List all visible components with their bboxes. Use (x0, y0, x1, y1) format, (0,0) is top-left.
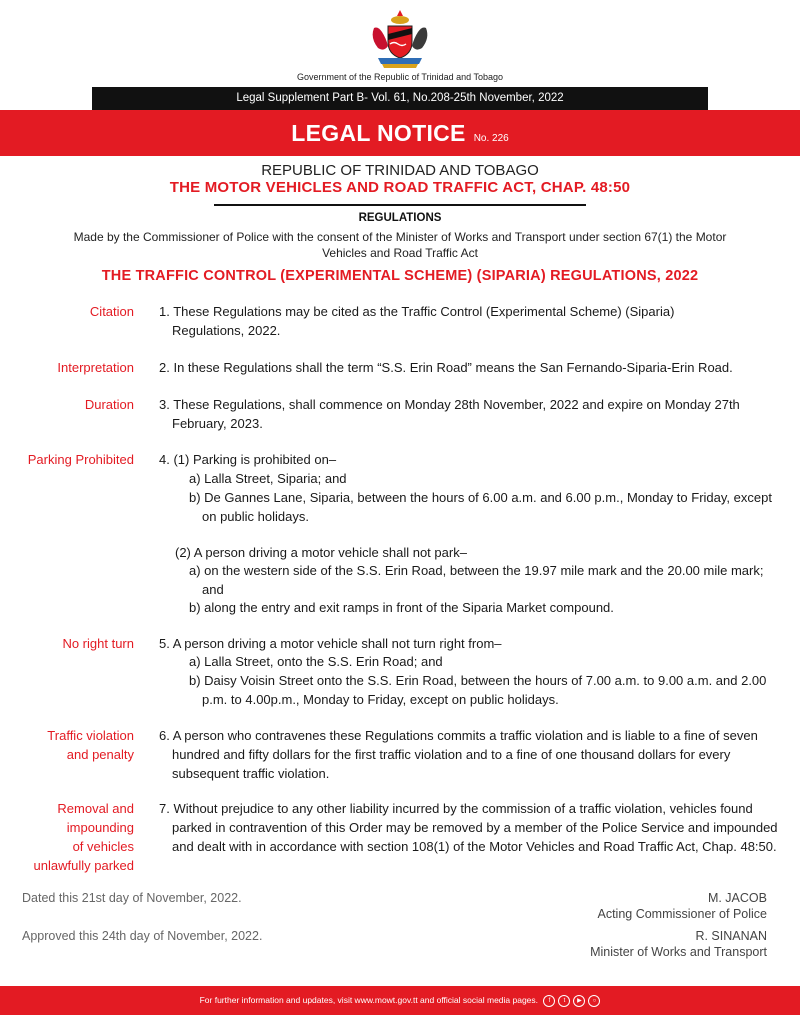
regulations-heading: REGULATIONS (358, 212, 442, 224)
made-by-statement (30, 230, 770, 261)
no-right-turn-label: No right turn (62, 636, 134, 651)
notice-heading: LEGAL NOTICE (291, 120, 466, 146)
duration-text: 3. These Regulations, shall commence on Monday 28th November, 2022 and expire on Monday 27th February, 2023. (159, 397, 740, 431)
signer-1-name: M. JACOB (707, 891, 767, 905)
legal-supplement-bar: Legal Supplement Part B- Vol. 61, No.208-25th November, 2022 (92, 87, 708, 110)
twitter-icon[interactable]: t (558, 995, 570, 1007)
made-by-line-2: Vehicles and Road Traffic Act (322, 245, 478, 260)
facebook-icon[interactable]: f (543, 995, 555, 1007)
removal-text: 7. Without prejudice to any other liability incurred by the commission of a traffic violation, vehicles found parked in contravention of this Order may be removed by a member of the Police Service and impounded and dealt with in accordance with section 108(1) of the Motor Vehicles and Road Traffic Act, Chap. 48:50. (159, 801, 778, 854)
interpretation-label: Interpretation (57, 360, 134, 375)
no-right-turn-intro: 5. A person driving a motor vehicle shall not turn right from– (159, 636, 502, 651)
coat-of-arms-icon (368, 8, 432, 70)
citation-text: 1. These Regulations may be cited as the Traffic Control (Experimental Scheme) (Siparia) Regulations, 2022. (159, 304, 675, 338)
dated-line: Dated this 21st day of November, 2022. (22, 891, 242, 905)
removal-label (34, 799, 134, 875)
parking-sub2-intro: (2) A person driving a motor vehicle shall not park– (175, 545, 467, 560)
interpretation-text: 2. In these Regulations shall the term “S.S. Erin Road” means the San Fernando-Siparia-Erin Road. (159, 360, 733, 375)
violation-text: 6. A person who contravenes these Regulations commits a traffic violation and is liable to a fine of seven hundred and fifty dollars for the first traffic violation and to a fine of one thousand dollars for every subsequent traffic violation. (159, 728, 758, 781)
parking-label: Parking Prohibited (27, 452, 134, 467)
parking-intro: 4. (1) Parking is prohibited on– (159, 452, 337, 467)
no-right-turn-item-a: a) Lalla Street, onto the S.S. Erin Road; and (189, 654, 443, 669)
removal-label-line-3: of vehicles (72, 839, 134, 854)
violation-label-line-2: and penalty (66, 747, 134, 762)
violation-label-line-1: Traffic violation (47, 728, 134, 743)
parking-item-b: b) De Gannes Lane, Siparia, between the hours of 6.00 a.m. and 6.00 p.m., Monday to Friday, except on public holidays. (189, 490, 772, 524)
title-divider (214, 204, 586, 206)
approved-line: Approved this 24th day of November, 2022. (22, 929, 263, 943)
act-title: THE MOTOR VEHICLES AND ROAD TRAFFIC ACT, CHAP. 48:50 (169, 179, 631, 196)
parking-sub2-item-b: b) along the entry and exit ramps in front of the Siparia Market compound. (189, 600, 614, 615)
citation-label: Citation (89, 304, 134, 319)
signer-1-title: Acting Commissioner of Police (597, 907, 767, 921)
made-by-line-1: Made by the Commissioner of Police with the consent of the Minister of Works and Transport under section 67(1) the Motor (73, 230, 727, 244)
removal-label-line-1: Removal and (57, 801, 134, 816)
footer-text: For further information and updates, visit www.mowt.gov.tt and official social media pages. (199, 995, 539, 1005)
no-right-turn-item-b: b) Daisy Voisin Street onto the S.S. Erin Road, between the hours of 7.00 a.m. to 9.00 a.m. and 2.00 p.m. to 4.00p.m., Monday to Friday, except on public holidays. (189, 673, 767, 707)
legal-notice-title (0, 110, 800, 156)
signer-2-name: R. SINANAN (695, 929, 767, 943)
government-line: Government of the Republic of Trinidad and Tobago (297, 72, 503, 82)
notice-number: No. 226 (473, 133, 509, 144)
footer-info (0, 986, 800, 1015)
regulations-title: THE TRAFFIC CONTROL (EXPERIMENTAL SCHEME) (SIPARIA) REGULATIONS, 2022 (101, 268, 699, 284)
signature-block-2 (590, 928, 767, 960)
violation-label (47, 726, 134, 764)
removal-label-line-2: impounding (66, 820, 134, 835)
youtube-icon[interactable]: ▶ (573, 995, 585, 1007)
signer-2-title: Minister of Works and Transport (590, 945, 767, 959)
instagram-icon[interactable]: ○ (588, 995, 600, 1007)
parking-item-a: a) Lalla Street, Siparia; and (189, 471, 347, 486)
signature-block-1 (597, 890, 767, 922)
removal-label-line-4: unlawfully parked (33, 858, 134, 873)
parking-sub2-item-a: a) on the western side of the S.S. Erin Road, between the 19.97 mile mark and the 20.00 mile mark; and (189, 563, 764, 597)
duration-label: Duration (84, 397, 134, 412)
republic-heading: REPUBLIC OF TRINIDAD AND TOBAGO (261, 162, 539, 179)
